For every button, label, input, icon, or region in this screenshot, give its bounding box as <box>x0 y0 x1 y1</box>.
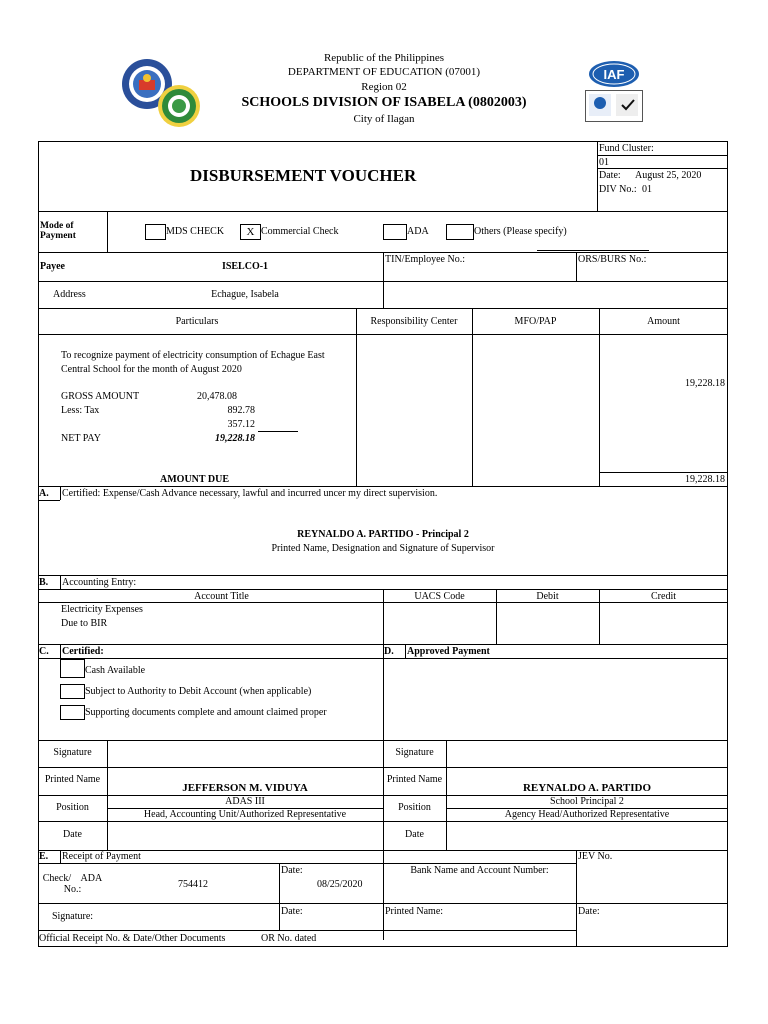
net-pay-label: NET PAY <box>61 433 101 444</box>
others-checkbox[interactable] <box>446 224 474 240</box>
tax-value-2: 357.12 <box>227 419 255 430</box>
header-department: DEPARTMENT OF EDUCATION (07001) <box>287 66 481 78</box>
section-e-title: Receipt of Payment <box>62 851 141 862</box>
right-position-label: Position <box>398 802 431 813</box>
account-title-header: Account Title <box>194 591 249 602</box>
check-ada-number: 754412 <box>178 879 208 890</box>
voucher-date: August 25, 2020 <box>635 170 702 181</box>
left-printed-name: JEFFERSON M. VIDUYA <box>182 782 308 794</box>
entry-due-to-bir: Due to BIR <box>61 618 108 629</box>
ors-burs-label: ORS/BURS No.: <box>578 254 647 265</box>
header-division: SCHOOLS DIVISION OF ISABELA (0802003) <box>241 95 527 110</box>
right-position-2: Agency Head/Authorized Representative <box>504 809 670 820</box>
header-city: City of Ilagan <box>353 113 415 125</box>
ada-checkbox[interactable] <box>383 224 407 240</box>
left-signature-label: Signature <box>53 747 92 758</box>
fund-cluster-value: 01 <box>599 157 609 168</box>
right-position-1: School Principal 2 <box>550 796 624 807</box>
e-date-value: 08/25/2020 <box>317 879 363 890</box>
e-date-label-2: Date: <box>281 906 303 917</box>
mds-check-label: MDS CHECK <box>166 226 225 237</box>
section-d-title: Approved Payment <box>407 646 490 657</box>
date-label: Date: <box>599 170 621 181</box>
gross-amount-label: GROSS AMOUNT <box>61 391 140 402</box>
entry-electricity-expenses: Electricity Expenses <box>61 604 143 615</box>
credit-header: Credit <box>651 591 676 602</box>
e-printed-name-label: Printed Name: <box>385 906 444 917</box>
check-ada-no-label: No.: <box>63 884 82 895</box>
voucher-title: DISBURSEMENT VOUCHER <box>190 166 417 185</box>
section-a-text: Certified: Expense/Cash Advance necessary, lawful and incurred uncer my direct supervision. <box>62 488 438 499</box>
tax-value-1: 892.78 <box>227 405 255 416</box>
amount-value: 19,228.18 <box>685 378 725 389</box>
payee-label: Payee <box>40 261 65 272</box>
section-c-letter: C. <box>39 646 49 657</box>
left-position-2: Head, Accounting Unit/Authorized Representative <box>143 809 347 820</box>
commercial-check-checkbox[interactable]: X <box>240 224 261 240</box>
right-signature-label: Signature <box>395 747 434 758</box>
official-receipt-label: Official Receipt No. & Date/Other Documents <box>39 933 226 944</box>
div-no-value: 01 <box>642 184 652 195</box>
section-c-title: Certified: <box>62 646 104 657</box>
debit-header: Debit <box>536 591 559 602</box>
responsibility-center-header: Responsibility Center <box>370 316 458 327</box>
check-ada-label: Check/ ADA <box>42 873 103 884</box>
e-date-label: Date: <box>281 865 303 876</box>
div-no-label: DIV No.: <box>599 184 637 195</box>
tin-label: TIN/Employee No.: <box>385 254 465 265</box>
net-pay-value: 19,228.18 <box>215 433 255 444</box>
e-signature-label: Signature: <box>51 911 94 922</box>
svg-text:IAF: IAF <box>603 67 625 82</box>
authority-to-debit-checkbox[interactable] <box>60 684 85 699</box>
bank-name-label: Bank Name and Account Number: <box>410 865 549 876</box>
supporting-documents-checkbox[interactable] <box>60 705 85 720</box>
particulars-line-1: To recognize payment of electricity consumption of Echague East <box>61 350 325 361</box>
jev-no-label: JEV No. <box>578 851 613 862</box>
header-region: Region 02 <box>361 81 407 93</box>
left-date-label: Date <box>63 829 82 840</box>
supporting-documents-label: Supporting documents complete and amount claimed proper <box>85 707 327 718</box>
section-d-letter: D. <box>384 646 394 657</box>
section-b-title: Accounting Entry: <box>62 577 137 588</box>
or-no-dated-label: OR No. dated <box>261 933 317 944</box>
mfo-pap-header: MFO/PAP <box>514 316 557 327</box>
right-printed-name: REYNALDO A. PARTIDO <box>522 782 652 794</box>
cash-available-checkbox[interactable] <box>60 659 85 678</box>
less-tax-label: Less: Tax <box>61 405 100 416</box>
uacs-code-header: UACS Code <box>414 591 465 602</box>
section-a-signatory: REYNALDO A. PARTIDO - Principal 2 <box>297 529 469 540</box>
commercial-check-label: Commercial Check <box>261 226 339 237</box>
authority-to-debit-label: Subject to Authority to Debit Account (when applicable) <box>85 686 312 697</box>
ada-label: ADA <box>407 226 429 237</box>
particulars-line-2: Central School for the month of August 2020 <box>61 364 242 375</box>
amount-header: Amount <box>647 316 680 327</box>
jev-date-label: Date: <box>578 906 600 917</box>
amount-due-value: 19,228.18 <box>685 474 725 485</box>
iaf-logo <box>588 60 640 88</box>
address-value: Echague, Isabela <box>211 289 279 300</box>
fund-cluster-label: Fund Cluster: <box>599 143 654 154</box>
left-position-1: ADAS III <box>225 796 265 807</box>
amount-due-label: AMOUNT DUE <box>160 474 229 485</box>
certification-marks <box>585 90 643 122</box>
section-a-caption: Printed Name, Designation and Signature of Supervisor <box>271 543 495 554</box>
section-b-letter: B. <box>39 577 49 588</box>
gross-amount-value: 20,478.08 <box>197 391 237 402</box>
left-position-label: Position <box>56 802 89 813</box>
others-label: Others (Please specify) <box>474 226 567 237</box>
right-date-label: Date <box>405 829 424 840</box>
particulars-header: Particulars <box>175 316 219 327</box>
right-printed-name-label: Printed Name <box>386 774 443 785</box>
left-printed-name-label: Printed Name <box>44 774 101 785</box>
header-republic: Republic of the Philippines <box>323 52 445 64</box>
section-e-letter: E. <box>39 851 49 862</box>
payee-value: ISELCO-1 <box>221 261 269 272</box>
division-seal-icon <box>157 84 201 128</box>
mode-of-payment-label: Mode of Payment <box>40 221 76 242</box>
cash-available-label: Cash Available <box>85 665 146 676</box>
section-a-letter: A. <box>39 488 49 499</box>
address-label: Address <box>53 289 86 300</box>
mds-check-checkbox[interactable] <box>145 224 166 240</box>
